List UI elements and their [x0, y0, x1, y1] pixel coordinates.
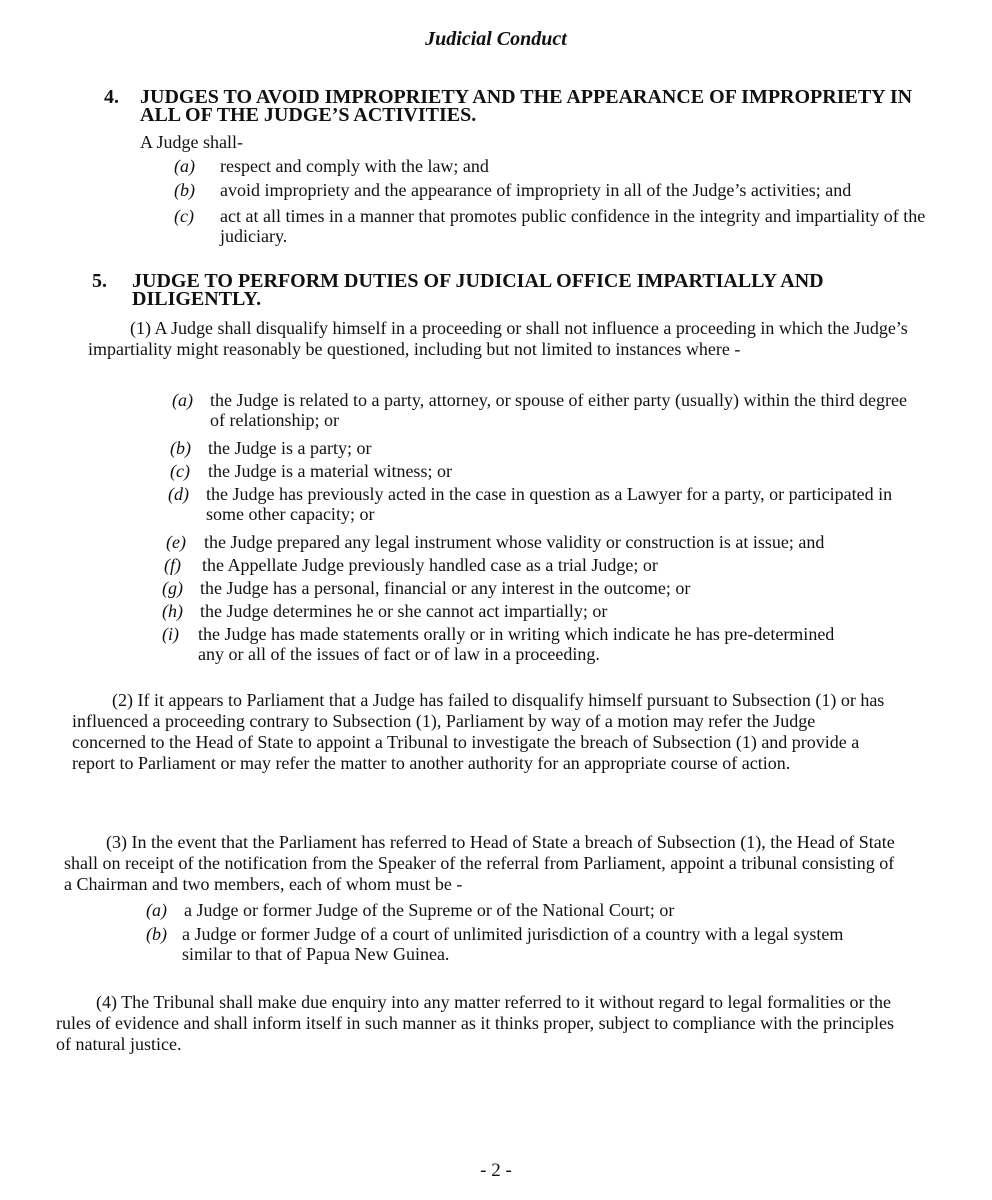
item-label: (f)	[164, 555, 181, 575]
item-text: the Judge determines he or she cannot act impartially; or	[200, 601, 608, 621]
subsection-1-item-f	[164, 555, 922, 575]
section-5-title: JUDGE TO PERFORM DUTIES OF JUDICIAL OFFICE IMPARTIALLY AND DILIGENTLY.	[132, 270, 824, 310]
item-text: avoid impropriety and the appearance of impropriety in all of the Judge’s activities; and	[220, 180, 852, 200]
subsection-1-item-d	[168, 484, 896, 524]
item-label: (a)	[146, 900, 167, 920]
item-label: (a)	[174, 156, 195, 176]
item-label: (b)	[174, 180, 195, 200]
subsection-1-item-a	[172, 390, 910, 430]
section-4-heading	[104, 86, 940, 126]
subsection-1-item-i	[162, 624, 838, 664]
subsection-3-item-a	[146, 900, 884, 920]
item-label: (e)	[166, 532, 186, 552]
item-text: the Judge has made statements orally or in writing which indicate he has pre-determined any or all of the issues of fact or of law in a proceeding.	[198, 624, 835, 664]
item-label: (b)	[146, 924, 167, 944]
section-4-title: JUDGES TO AVOID IMPROPRIETY AND THE APPEARANCE OF IMPROPRIETY IN ALL OF THE JUDGE’S ACTIVITIES.	[140, 86, 913, 126]
subsection-1-item-g	[162, 578, 920, 598]
item-text: the Judge has a personal, financial or any interest in the outcome; or	[200, 578, 691, 598]
item-label: (b)	[170, 438, 191, 458]
item-text: the Judge prepared any legal instrument whose validity or construction is at issue; and	[204, 532, 825, 552]
section-4-item-b	[174, 180, 940, 200]
item-text: a Judge or former Judge of the Supreme or of the National Court; or	[184, 900, 675, 920]
subsection-2: (2) If it appears to Parliament that a Judge has failed to disqualify himself pursuant to Subsection (1) or has influenced a proceeding contrary to Subsection (1), Parliament by way of a motion may refer the Judge concerned to the Head of State to appoint a Tribunal to investigate the breach of Subsection (1) and provide a report to Parliament or may refer the matter to another authority for an appropriate course of action.	[72, 690, 885, 773]
section-5-heading	[92, 270, 922, 310]
item-text: the Judge has previously acted in the case in question as a Lawyer for a party, or participated in some other capacity; or	[206, 484, 893, 524]
subsection-4: (4) The Tribunal shall make due enquiry into any matter referred to it without regard to legal formalities or the rules of evidence and shall inform itself in such manner as it thinks proper, subject to compliance with the principles of natural justice.	[56, 992, 895, 1054]
subsection-3: (3) In the event that the Parliament has referred to Head of State a breach of Subsection (1), the Head of State shall on receipt of the notification from the Speaker of the referral from Parliament, appoint a tribunal consisting of a Chairman and two members, each of whom must be -	[64, 832, 895, 894]
subsection-1-item-e	[166, 532, 924, 552]
section-4-item-a	[174, 156, 940, 176]
section-4-intro: A Judge shall-	[140, 132, 243, 152]
page-number: - 2 -	[480, 1160, 512, 1181]
subsection-3-item-b	[146, 924, 872, 964]
item-text: a Judge or former Judge of a court of unlimited jurisdiction of a country with a legal system similar to that of Papua New Guinea.	[182, 924, 844, 964]
subsection-1: (1) A Judge shall disqualify himself in a proceeding or shall not influence a proceeding in which the Judge’s impartiality might reasonably be questioned, including but not limited to instances where -	[88, 318, 908, 359]
item-text: respect and comply with the law; and	[220, 156, 489, 176]
item-text: the Judge is a material witness; or	[208, 461, 452, 481]
item-text: act at all times in a manner that promotes public confidence in the integrity and impartiality of the judiciary.	[220, 206, 926, 246]
running-header: Judicial Conduct	[425, 28, 567, 50]
item-text: the Judge is related to a party, attorney, or spouse of either party (usually) within the third degree of relationship; or	[210, 390, 907, 430]
subsection-1-item-b	[170, 438, 908, 458]
section-4-item-c	[174, 206, 936, 246]
item-text: the Judge is a party; or	[208, 438, 372, 458]
item-text: the Appellate Judge previously handled case as a trial Judge; or	[202, 555, 658, 575]
subsection-1-item-h	[162, 601, 920, 621]
subsection-1-item-c	[170, 461, 908, 481]
item-label: (c)	[174, 206, 194, 226]
item-label: (h)	[162, 601, 183, 621]
item-label: (a)	[172, 390, 193, 410]
section-4-number: 4.	[104, 86, 119, 108]
section-5-number: 5.	[92, 270, 107, 292]
item-label: (c)	[170, 461, 190, 481]
item-label: (i)	[162, 624, 179, 644]
item-label: (g)	[162, 578, 183, 598]
item-label: (d)	[168, 484, 189, 504]
